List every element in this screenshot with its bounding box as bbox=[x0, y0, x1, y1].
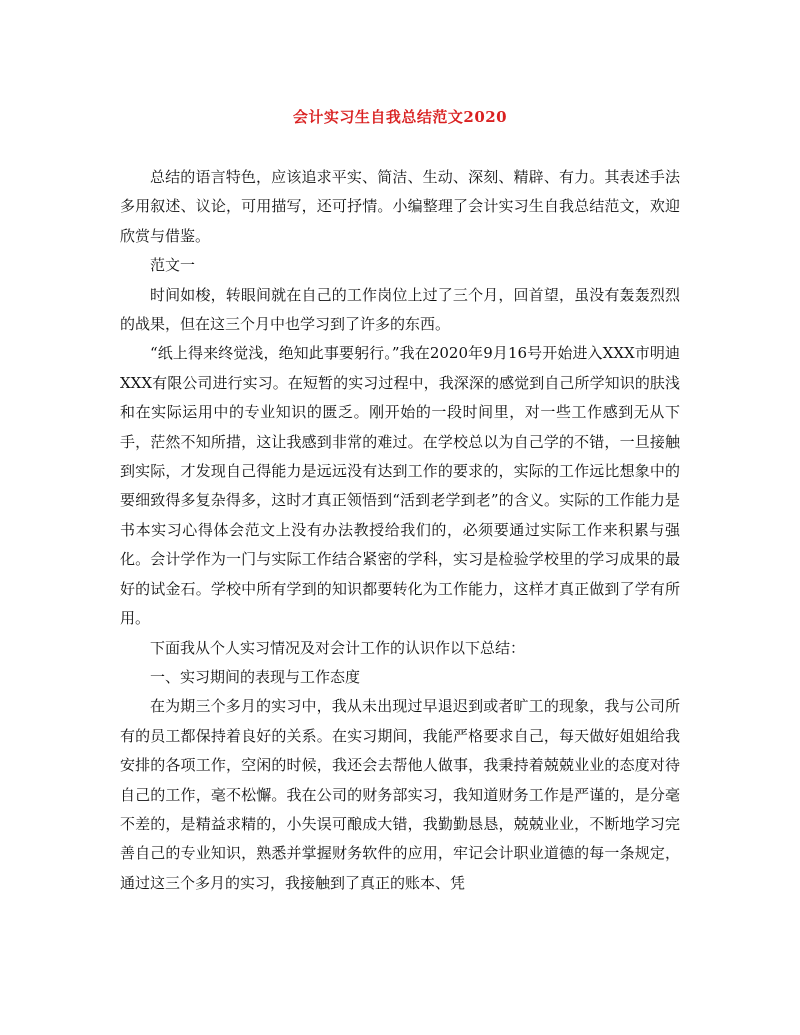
body-paragraph: 在为期三个多月的实习中，我从未出现过早退迟到或者旷工的现象，我与公司所有的员工都保持着良好的关系。在实习期间，我能严格要求自己，每天做好姐姐给我安排的各项工作，空闲的时候，我还会去帮他人做事，我秉持着兢兢业业的态度对待自己的工作，毫不松懈。我在公司的财务部实习，我知道财务工作是严谨的，是分毫不差的，是精益求精的，小失误可酿成大错，我勤勤恳恳，兢兢业业，不断地学习完善自己的专业知识，熟悉并掌握财务软件的应用，牢记会计职业道德的每一条规定，通过这三个多月的实习，我接触到了真正的账本、凭 bbox=[120, 697, 680, 892]
document-body bbox=[120, 163, 680, 898]
section-heading-internship-performance: 一、实习期间的表现与工作态度 bbox=[150, 667, 361, 686]
body-paragraph: 时间如梭，转眼间就在自己的工作岗位上过了三个月，回首望，虽没有轰轰烈烈的战果，但在这三个月中也学习到了许多的东西。 bbox=[120, 285, 680, 334]
intro-paragraph: 总结的语言特色，应该追求平实、简洁、生动、深刻、精辟、有力。其表述手法多用叙述、议论，可用描写，还可抒情。小编整理了会计实习生自我总结范文，欢迎欣赏与借鉴。 bbox=[120, 168, 680, 245]
section-heading-example-one: 范文一 bbox=[150, 256, 196, 275]
document-title: 会计实习生自我总结范文2020 bbox=[292, 108, 508, 126]
body-paragraph: 下面我从个人实习情况及对会计工作的认识作以下总结： bbox=[150, 638, 526, 657]
body-paragraph: “纸上得来终觉浅，绝知此事要躬行。”我在2020年9月16号开始进入XXX市明迪XXX有限公司进行实习。在短暂的实习过程中，我深深的感觉到自己所学知识的肤浅和在实际运用中的专业知识的匮乏。刚开始的一段时间里，对一些工作感到无从下手，茫然不知所措，这让我感到非常的难过。在学校总以为自己学的不错，一旦接触到实际，才发现自己得能力是远远没有达到工作的要求的，实际的工作远比想象中的要细致得多复杂得多，这时才真正领悟到“活到老学到老”的含义。实际的工作能力是书本实习心得体会范文上没有办法教授给我们的，必须要通过实际工作来积累与强化。会计学作为一门与实际工作结合紧密的学科，实习是检验学校里的学习成果的最好的试金石。学校中所有学到的知识都要转化为工作能力，这样才真正做到了学有所用。 bbox=[120, 344, 680, 628]
